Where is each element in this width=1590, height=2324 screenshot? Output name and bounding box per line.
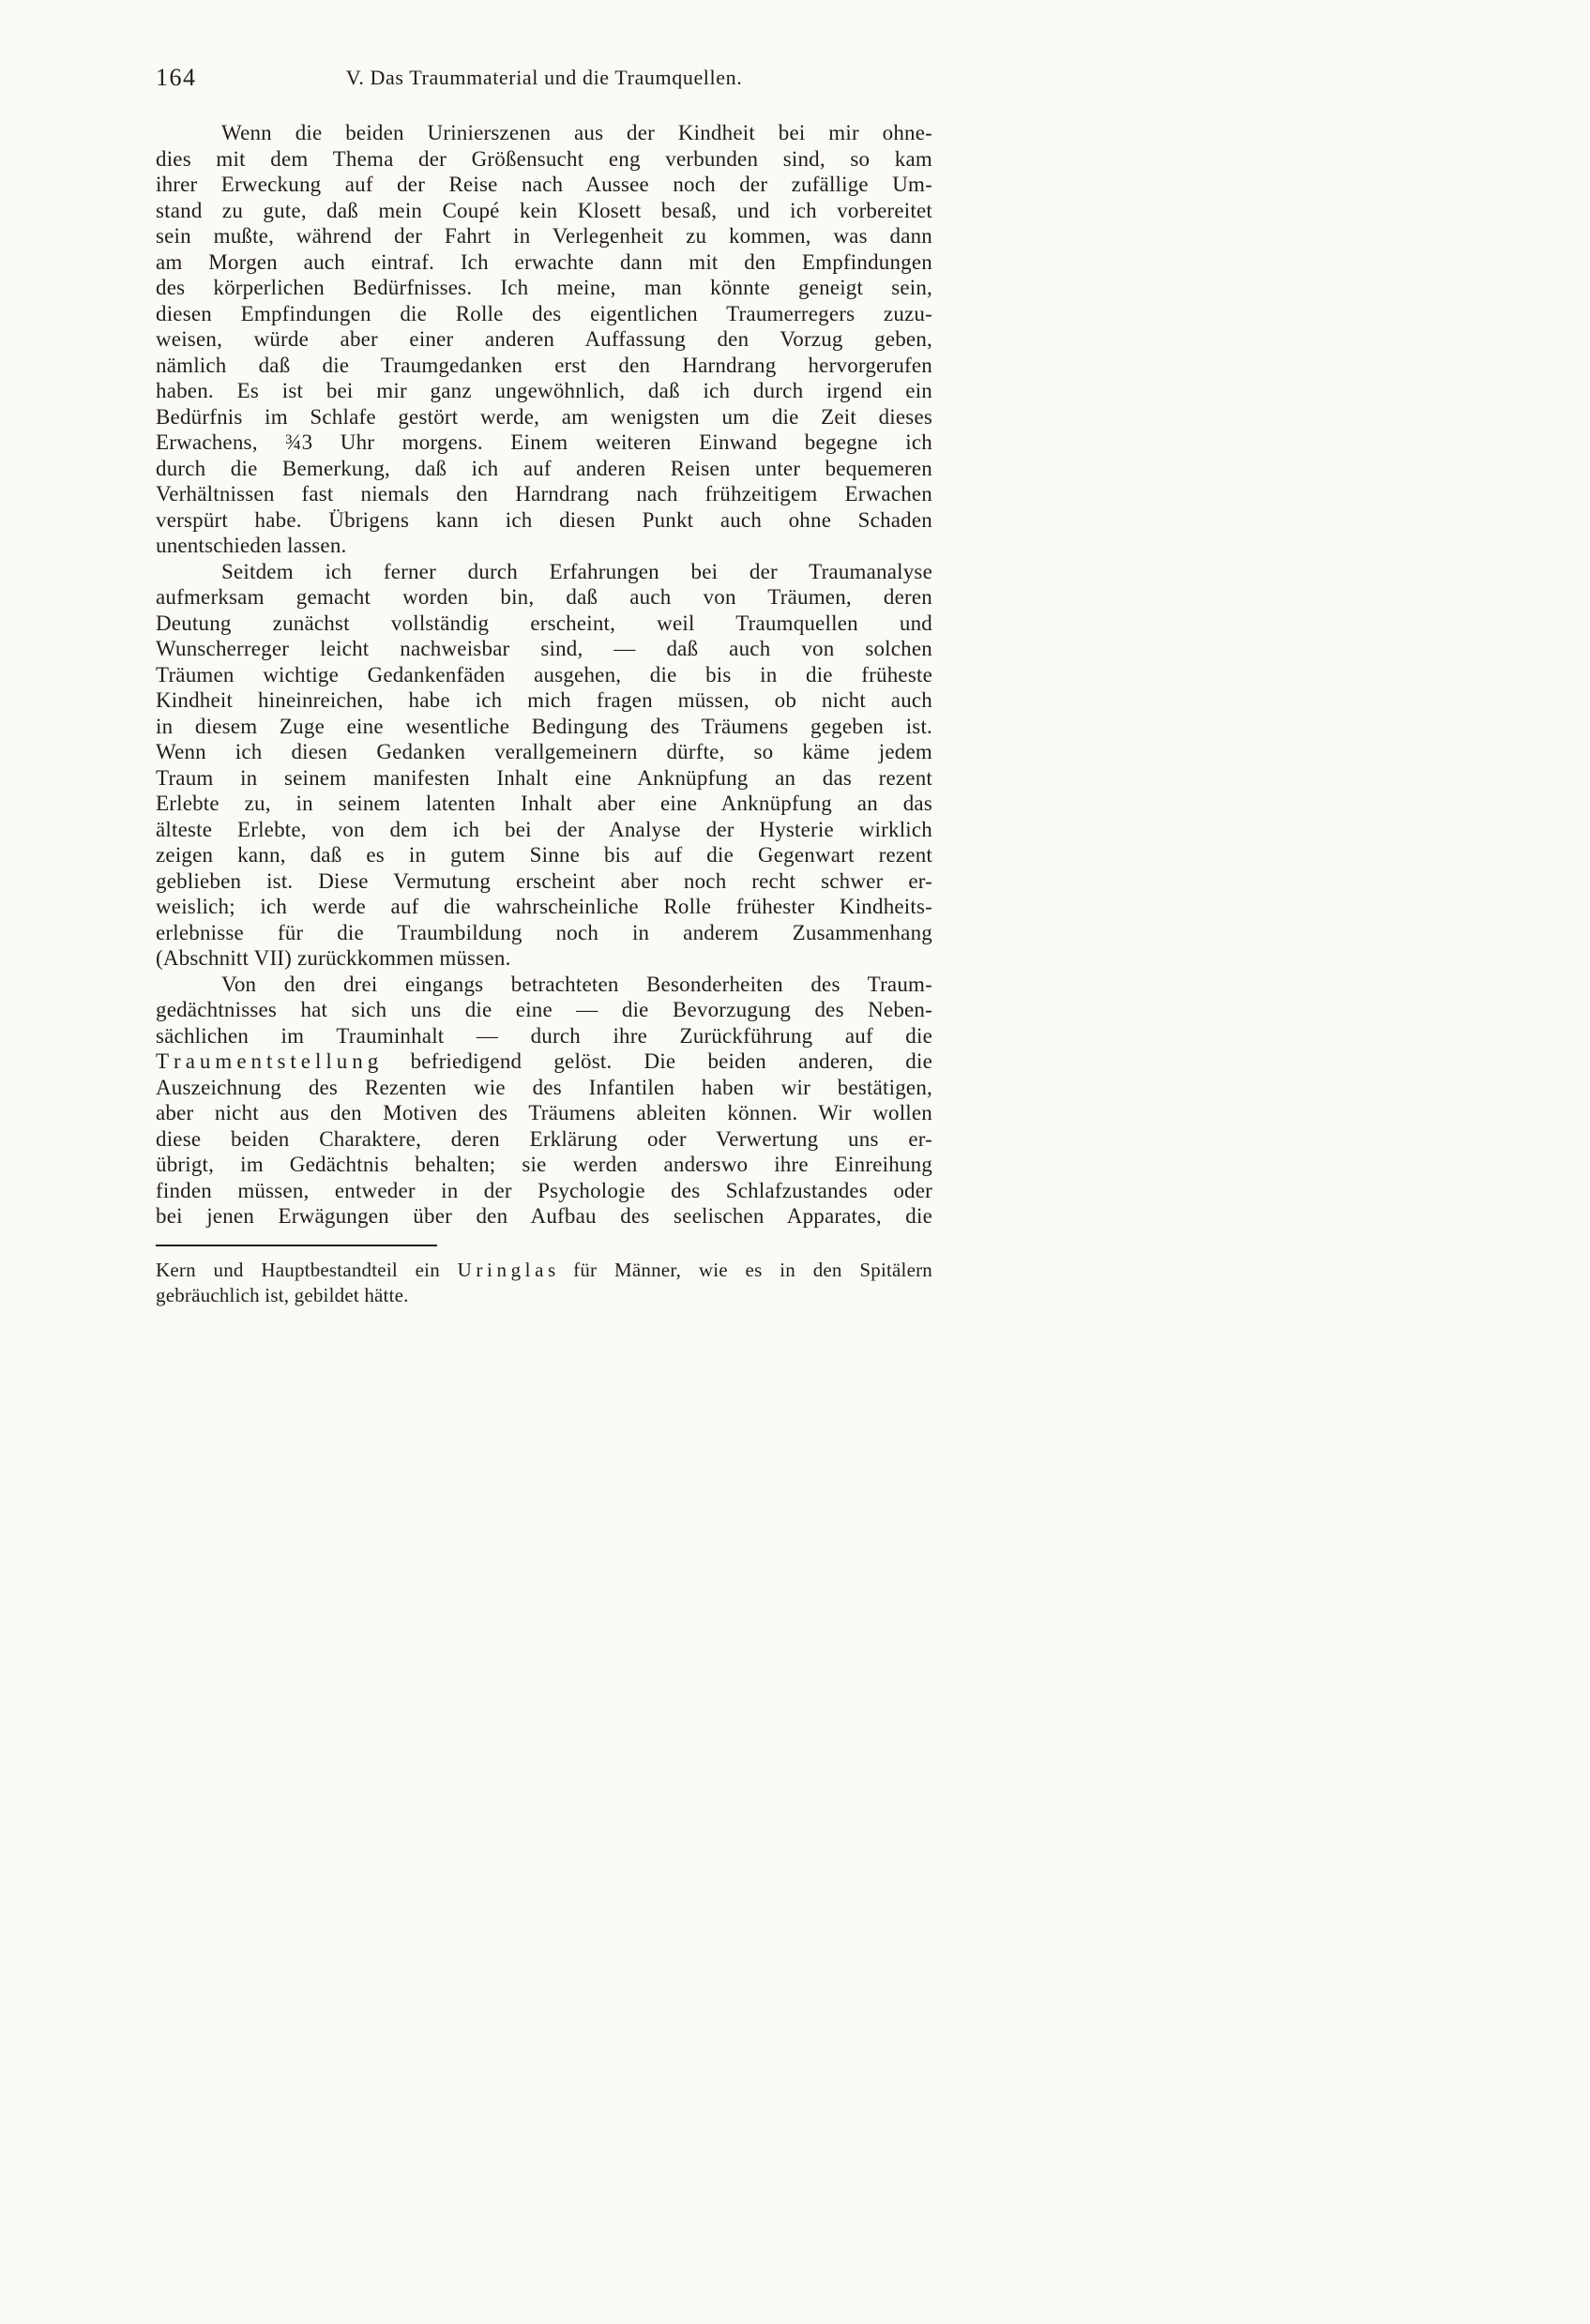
text-line: Erwachens, ¾3 Uhr morgens. Einem weiteren Einwand begegne ich [156, 430, 932, 454]
text-line: Träumen wichtige Gedankenfäden ausgehen, die bis in die früheste [156, 662, 932, 687]
text-line: weislich; ich werde auf die wahrscheinliche Rolle frühester Kindheits- [156, 895, 932, 918]
text-line: gedächtnisses hat sich uns die eine — die Bevorzugung des Neben- [156, 998, 932, 1021]
text-column [156, 62, 932, 1308]
text-line: unentschieden lassen. [156, 534, 347, 557]
text-line: durch die Bemerkung, daß ich auf anderen Reisen unter bequemeren [156, 456, 932, 480]
text-line: dies mit dem Thema der Größensucht eng verbunden sind, so kam [156, 146, 932, 171]
text-line: Bedürfnis im Schlafe gestört werde, am wenigsten um die Zeit dieses [156, 404, 932, 429]
text-line: älteste Erlebte, von dem ich bei der Analyse der Hysterie wirklich [156, 817, 932, 841]
text-line: Kindheit hineinreichen, habe ich mich fragen müssen, ob nicht auch [156, 688, 932, 712]
text-line: diesen Empfindungen die Rolle des eigentlichen Traumerregers zuzu- [156, 301, 932, 325]
text-line: (Abschnitt VII) zurückkommen müssen. [156, 946, 511, 970]
text-line: Von den drei eingangs betrachteten Besonderheiten des Traum- [221, 972, 932, 996]
paragraph [156, 972, 932, 1230]
text-line: Auszeichnung des Rezenten wie des Infantilen haben wir bestätigen, [156, 1075, 932, 1099]
footnote [156, 1258, 932, 1308]
text-line: nämlich daß die Traumgedanken erst den Harndrang hervorgerufen [156, 353, 932, 377]
text-line: Seitdem ich ferner durch Erfahrungen bei der Traumanalyse [221, 559, 932, 583]
text-line: ihrer Erweckung auf der Reise nach Aussee noch der zufällige Um- [156, 173, 932, 196]
body-text [156, 120, 932, 1230]
text-line: gebräuchlich ist, gebildet hätte. [156, 1283, 409, 1306]
text-line: in diesem Zuge eine wesentliche Bedingung des Träumens gegeben ist. [156, 714, 932, 738]
text-line: Erlebte zu, in seinem latenten Inhalt aber eine Anknüpfung an das [156, 792, 932, 815]
text-line: haben. Es ist bei mir ganz ungewöhnlich, daß ich durch irgend ein [156, 379, 932, 402]
text-line: des körperlichen Bedürfnisses. Ich meine, man könnte geneigt sein, [156, 276, 932, 299]
text-line: aber nicht aus den Motiven des Träumens ableiten können. Wir wollen [156, 1101, 932, 1124]
text-line: am Morgen auch eintraf. Ich erwachte dann mit den Empfindungen [156, 249, 932, 274]
text-line: finden müssen, entweder in der Psychologie des Schlafzustandes oder [156, 1178, 932, 1202]
paragraph [156, 120, 932, 559]
text-line: sächlichen im Trauminhalt — durch ihre Zurückführung auf die [156, 1023, 932, 1048]
paragraph [156, 559, 932, 972]
footnote-divider [156, 1245, 437, 1246]
page-header [156, 62, 932, 94]
text-line: weisen, würde aber einer anderen Auffassung den Vorzug geben, [156, 327, 932, 351]
text-line: geblieben ist. Diese Vermutung erscheint aber noch recht schwer er- [156, 868, 932, 893]
text-line: erlebnisse für die Traumbildung noch in anderem Zusammenhang [156, 920, 932, 944]
text-line: bei jenen Erwägungen über den Aufbau des seelischen Apparates, die [156, 1204, 932, 1228]
text-line: Traum in seinem manifesten Inhalt eine Anknüpfung an das rezent [156, 765, 932, 790]
text-line: Verhältnissen fast niemals den Harndrang nach frühzeitigem Erwachen [156, 482, 932, 506]
text-line: zeigen kann, daß es in gutem Sinne bis auf die Gegenwart rezent [156, 843, 932, 867]
footnote-paragraph [156, 1258, 932, 1308]
text-line: Wenn ich diesen Gedanken verallgemeinern dürfte, so käme jedem [156, 740, 932, 763]
text-line: diese beiden Charaktere, deren Erklärung oder Verwertung uns er- [156, 1126, 932, 1151]
text-line: Wenn die beiden Urinierszenen aus der Kindheit bei mir ohne- [221, 121, 932, 144]
text-line: übrigt, im Gedächtnis behalten; sie werden anderswo ihre Einreihung [156, 1153, 932, 1176]
text-line: verspürt habe. Übrigens kann ich diesen Punkt auch ohne Schaden [156, 507, 932, 532]
text-line: Wunscherreger leicht nachweisbar sind, — daß auch von solchen [156, 637, 932, 660]
text-line: stand zu gute, daß mein Coupé kein Klosett besaß, und ich vorbereitet [156, 198, 932, 222]
text-line: Deutung zunächst vollständig erscheint, weil Traumquellen und [156, 611, 932, 635]
page-number: 164 [156, 64, 197, 91]
text-line: sein mußte, während der Fahrt in Verlegenheit zu kommen, was dann [156, 224, 932, 248]
text-line: aufmerksam gemacht worden bin, daß auch von Träumen, deren [156, 585, 932, 609]
text-line: T r a u m e n t s t e l l u n g befriedigend gelöst. Die beiden anderen, die [156, 1049, 932, 1073]
running-title: V. Das Traummaterial und die Traumquellen. [345, 66, 743, 89]
text-line: Kern und Hauptbestandteil ein U r i n g l a s für Männer, wie es in den Spitälern [156, 1258, 932, 1281]
